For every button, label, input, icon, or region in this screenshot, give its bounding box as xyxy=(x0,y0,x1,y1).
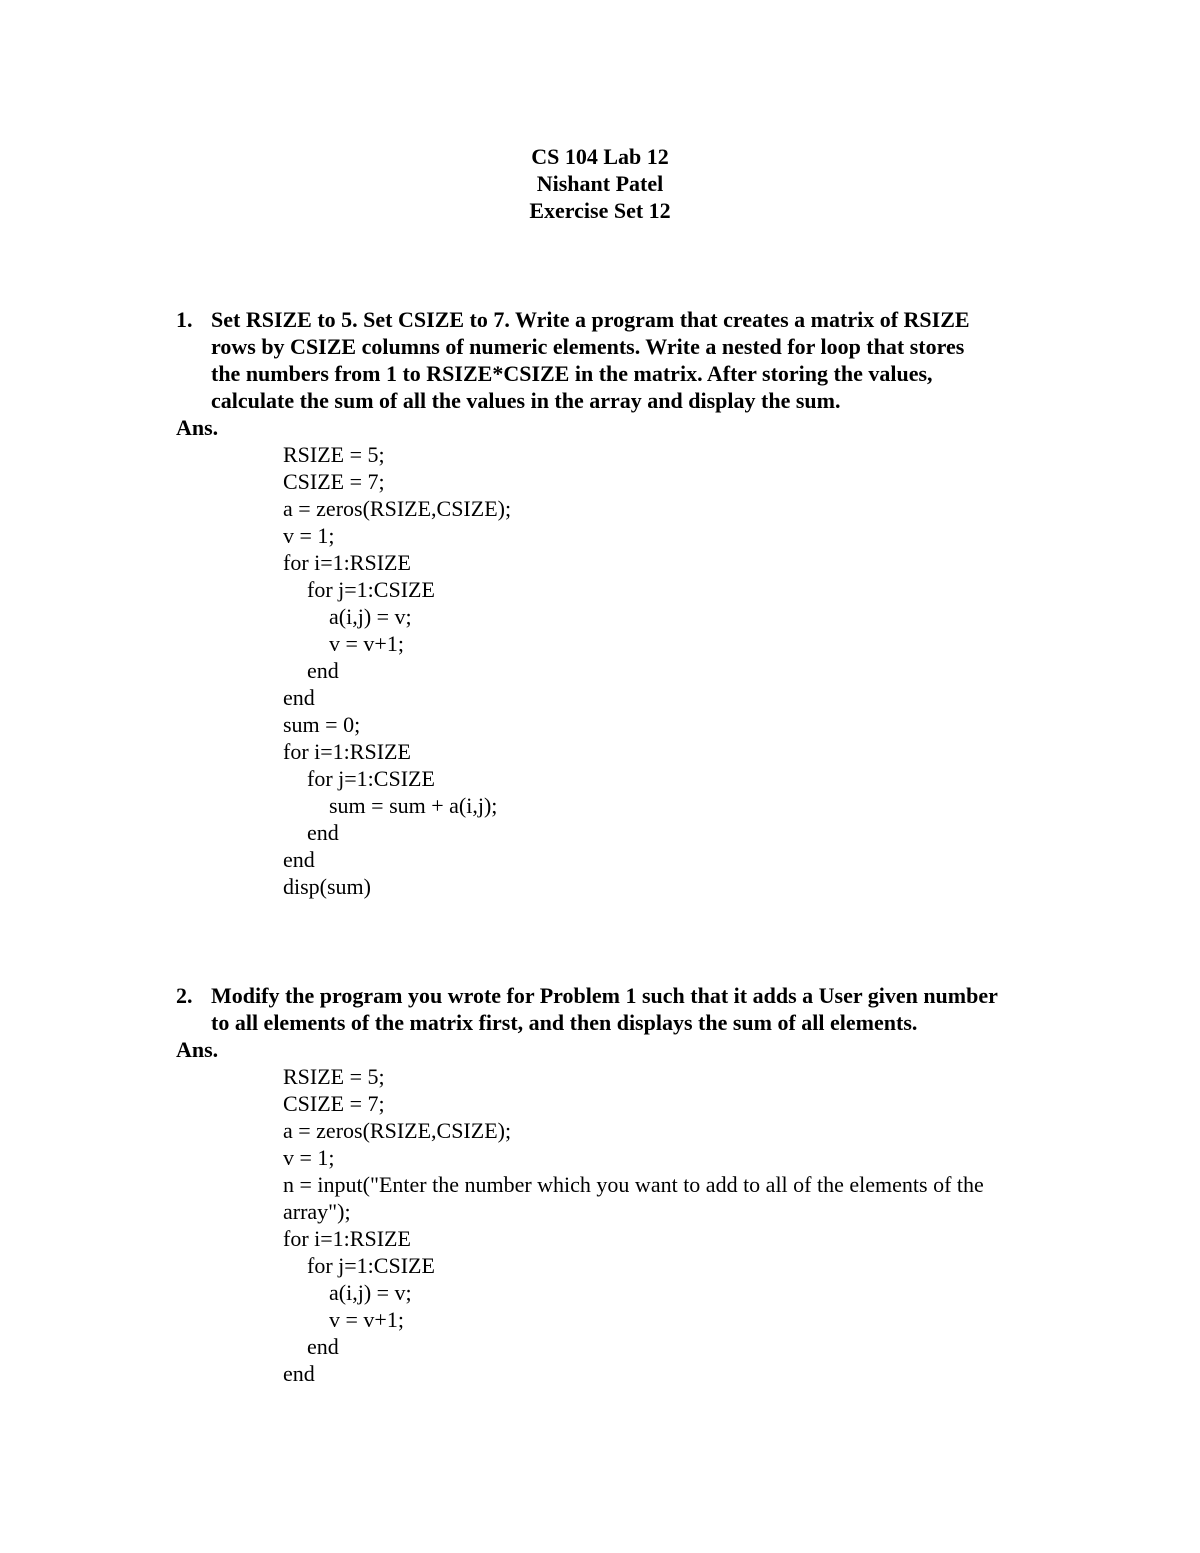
code-line: for i=1:RSIZE xyxy=(283,739,411,764)
code-line: end xyxy=(307,1334,339,1359)
answer-label: Ans. xyxy=(176,415,219,440)
code-line: for i=1:RSIZE xyxy=(283,550,411,575)
question-text xyxy=(211,306,1076,414)
question-2 xyxy=(176,982,1076,1036)
code-line: v = v+1; xyxy=(329,631,404,656)
code-line: v = 1; xyxy=(283,1145,335,1170)
question-1 xyxy=(176,306,1076,414)
code-line: a(i,j) = v; xyxy=(329,604,412,629)
code-line: v = v+1; xyxy=(329,1307,404,1332)
code-line: a = zeros(RSIZE,CSIZE); xyxy=(283,1118,512,1143)
code-line: for j=1:CSIZE xyxy=(307,577,435,602)
answer-label: Ans. xyxy=(176,1037,219,1062)
question-line: calculate the sum of all the values in the array and display the sum. xyxy=(211,388,841,413)
code-line: for j=1:CSIZE xyxy=(307,1253,435,1278)
question-line: the numbers from 1 to RSIZE*CSIZE in the matrix. After storing the values, xyxy=(211,361,933,386)
code-line: RSIZE = 5; xyxy=(283,442,385,467)
question-line: to all elements of the matrix first, and then displays the sum of all elements. xyxy=(211,1010,918,1035)
question-line: Set RSIZE to 5. Set CSIZE to 7. Write a program that creates a matrix of RSIZE xyxy=(211,307,970,332)
code-line: n = input("Enter the number which you want to add to all of the elements of the xyxy=(283,1172,984,1197)
code-line: end xyxy=(283,847,315,872)
code-line: for i=1:RSIZE xyxy=(283,1226,411,1251)
code-line: v = 1; xyxy=(283,523,335,548)
code-line: for j=1:CSIZE xyxy=(307,766,435,791)
question-number: 1. xyxy=(176,307,193,332)
code-line: array"); xyxy=(283,1199,351,1224)
code-block-1 xyxy=(283,441,511,900)
document-header xyxy=(0,143,1200,224)
code-line: end xyxy=(307,658,339,683)
code-line: a = zeros(RSIZE,CSIZE); xyxy=(283,496,512,521)
code-line: end xyxy=(307,820,339,845)
code-line: CSIZE = 7; xyxy=(283,1091,385,1116)
question-number: 2. xyxy=(176,983,193,1008)
question-line: Modify the program you wrote for Problem 1 such that it adds a User given number xyxy=(211,983,998,1008)
code-line: a(i,j) = v; xyxy=(329,1280,412,1305)
code-line: disp(sum) xyxy=(283,874,371,899)
code-line: sum = sum + a(i,j); xyxy=(329,793,498,818)
code-line: end xyxy=(283,685,315,710)
code-line: RSIZE = 5; xyxy=(283,1064,385,1089)
code-block-2 xyxy=(283,1063,984,1387)
course-title: CS 104 Lab 12 xyxy=(531,144,669,169)
code-line: end xyxy=(283,1361,315,1386)
code-line: sum = 0; xyxy=(283,712,361,737)
exercise-title: Exercise Set 12 xyxy=(529,198,671,223)
code-line: CSIZE = 7; xyxy=(283,469,385,494)
question-line: rows by CSIZE columns of numeric elements. Write a nested for loop that stores xyxy=(211,334,965,359)
author-name: Nishant Patel xyxy=(536,171,664,196)
question-text xyxy=(211,982,1076,1036)
